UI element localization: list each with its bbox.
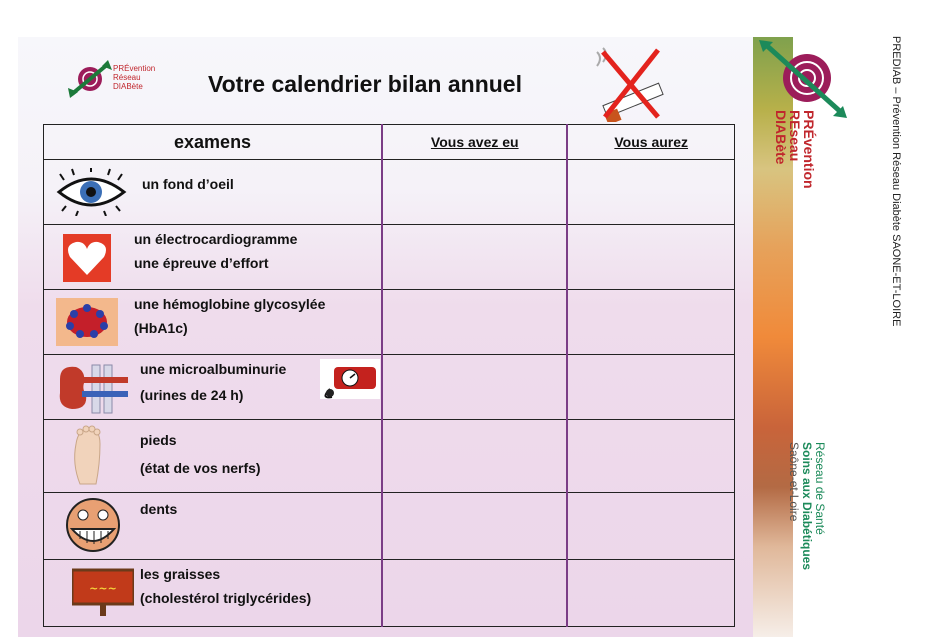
arrows-logo-icon xyxy=(68,58,116,100)
fats-sign-icon xyxy=(72,566,134,616)
cell-vous-aurez[interactable] xyxy=(567,420,734,493)
exam-label-line: un électrocardiogramme xyxy=(134,231,298,247)
network-line-1: Réseau de Santé xyxy=(813,442,827,535)
cell-vous-avez-eu[interactable] xyxy=(382,493,567,560)
cell-vous-avez-eu[interactable] xyxy=(382,160,567,225)
table-row xyxy=(44,560,735,627)
header-vous-avez-eu: Vous avez eu xyxy=(382,125,567,160)
side-logo-line-2: REseau xyxy=(787,110,803,162)
foot-icon xyxy=(70,424,106,488)
cell-vous-aurez[interactable] xyxy=(567,560,734,627)
heart-icon xyxy=(62,233,112,283)
cell-vous-aurez[interactable] xyxy=(567,290,734,355)
cell-vous-aurez[interactable] xyxy=(567,160,734,225)
exam-label-line: (cholestérol triglycérides) xyxy=(140,590,312,606)
header-examens: examens xyxy=(44,125,383,160)
side-logo-text xyxy=(774,110,816,189)
side-logo-line-3: DIABète xyxy=(773,110,789,165)
svg-text:~~~: ~~~ xyxy=(89,582,117,595)
logo-line-2: Réseau xyxy=(113,73,141,82)
table-row xyxy=(44,493,735,560)
side-logo-line-1: PRÉvention xyxy=(801,110,817,189)
logo-line-1: PRÉvention xyxy=(113,64,156,73)
cell-vous-avez-eu[interactable] xyxy=(382,560,567,627)
network-line-2: Soins aux Diabétiques xyxy=(800,442,814,571)
table-row xyxy=(44,290,735,355)
exam-calendar-table xyxy=(43,124,735,627)
exam-label-line: dents xyxy=(140,501,178,517)
prediab-logo-small xyxy=(68,58,173,100)
exam-label-line: une microalbuminurie xyxy=(140,361,287,377)
vertical-caption: PREDIAB – Prévention Réseau Diabète SAONE-ET-LOIRE xyxy=(890,36,902,327)
cell-vous-aurez[interactable] xyxy=(567,225,734,290)
header-vous-aurez: Vous aurez xyxy=(567,125,734,160)
page-title: Votre calendrier bilan annuel xyxy=(208,71,522,97)
table-row xyxy=(44,225,735,290)
exam-label-line: pieds xyxy=(140,432,177,448)
blood-cell-icon xyxy=(56,298,118,346)
table-header-row xyxy=(44,125,735,160)
exam-label-line: (HbA1c) xyxy=(134,320,188,336)
network-line-3: Saône-et-Loire xyxy=(787,442,801,522)
table-row xyxy=(44,160,735,225)
exam-label-line: un fond d’oeil xyxy=(142,176,234,192)
exam-label-line: une épreuve d’effort xyxy=(134,255,269,271)
exam-label-line: (urines de 24 h) xyxy=(140,387,244,403)
cell-vous-aurez[interactable] xyxy=(567,493,734,560)
logo-line-3: DIABète xyxy=(113,82,143,91)
exam-label-line: les graisses xyxy=(140,566,221,582)
exam-label-line: (état de vos nerfs) xyxy=(140,460,261,476)
eye-icon xyxy=(54,168,129,216)
cell-vous-avez-eu[interactable] xyxy=(382,355,567,420)
prediab-logo-large xyxy=(755,40,850,120)
cell-vous-aurez[interactable] xyxy=(567,355,734,420)
cell-vous-avez-eu[interactable] xyxy=(382,290,567,355)
teeth-icon xyxy=(56,495,130,557)
cell-vous-avez-eu[interactable] xyxy=(382,420,567,493)
exam-label-line: une hémoglobine glycosylée xyxy=(134,296,326,312)
cell-vous-avez-eu[interactable] xyxy=(382,225,567,290)
table-row xyxy=(44,355,735,420)
blood-pressure-monitor-icon xyxy=(320,359,380,399)
no-smoking-icon xyxy=(583,42,673,122)
kidney-icon xyxy=(54,363,134,415)
network-info xyxy=(787,442,826,570)
table-row xyxy=(44,420,735,493)
